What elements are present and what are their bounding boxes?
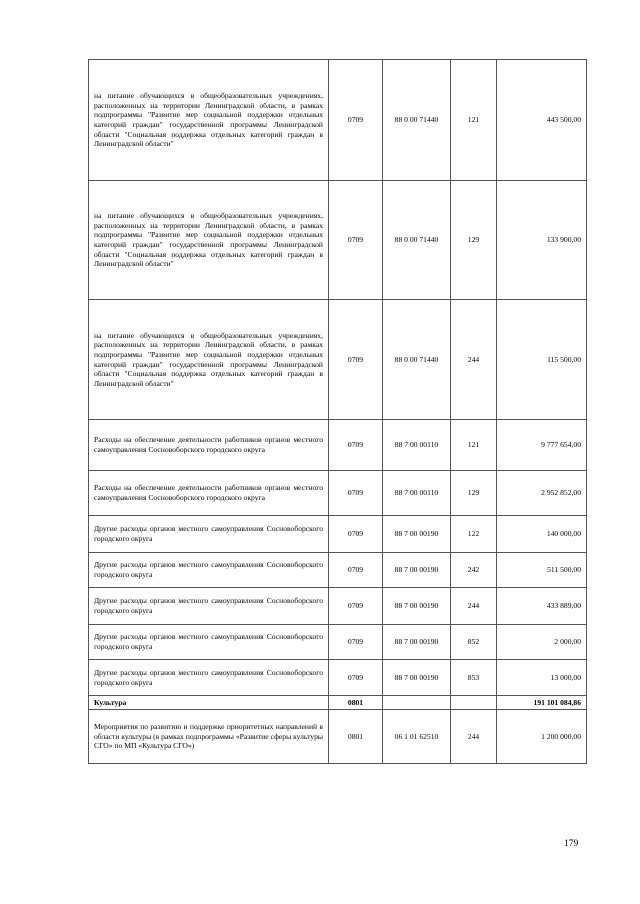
- row-expense-type: 122: [451, 516, 497, 553]
- row-target-article: 06 1 01 62510: [383, 710, 451, 764]
- page-number: 179: [564, 839, 579, 849]
- row-expense-type: 121: [451, 60, 497, 181]
- row-section-code: 0709: [329, 181, 383, 300]
- row-amount: 2 000,00: [497, 625, 587, 660]
- row-amount: 140 000,00: [497, 516, 587, 553]
- table-row: [89, 588, 587, 625]
- row-target-article: 88 7 00 00190: [383, 588, 451, 625]
- table-row: [89, 60, 587, 181]
- row-target-article: 88 7 00 00190: [383, 660, 451, 696]
- row-section-code: 0709: [329, 625, 383, 660]
- row-description: на питание обучающихся в общеобразовательных учреждениях, расположенных на территории Ленинградской области, в рамках подпрограммы "Развитие мер социальной поддержки отдельных категорий граждан" государственной программы Ленинградской области "Социальная поддержка отдельных категорий граждан в Ленинградской области": [89, 60, 329, 181]
- row-expense-type: 244: [451, 588, 497, 625]
- row-target-article: 88 0 00 71440: [383, 300, 451, 420]
- row-expense-type: 853: [451, 660, 497, 696]
- table-row: [89, 710, 587, 764]
- row-description: Мероприятия по развитию и поддержке приоритетных направлений в области культуры (в рамках подпрограммы «Развитие сферы культуры СГО» по МП «Культура СГО»): [89, 710, 329, 764]
- row-amount: 433 889,00: [497, 588, 587, 625]
- row-description: Расходы на обеспечение деятельности работников органов местного самоуправления Сосновоборского городского округа: [89, 471, 329, 516]
- table-row: [89, 516, 587, 553]
- row-section-code: 0709: [329, 660, 383, 696]
- row-amount: 1 200 000,00: [497, 710, 587, 764]
- row-target-article: 88 0 00 71440: [383, 60, 451, 181]
- row-description: Расходы на обеспечение деятельности работников органов местного самоуправления Сосновоборского городского округа: [89, 420, 329, 471]
- table-row: [89, 660, 587, 696]
- row-expense-type: 129: [451, 181, 497, 300]
- row-description: Другие расходы органов местного самоуправления Сосновоборского городского округа: [89, 625, 329, 660]
- row-description: Другие расходы органов местного самоуправления Сосновоборского городского округа: [89, 516, 329, 553]
- row-section-code: 0709: [329, 300, 383, 420]
- row-expense-type: 242: [451, 553, 497, 588]
- row-target-article: 88 7 00 00110: [383, 420, 451, 471]
- row-section-code: 0709: [329, 420, 383, 471]
- row-expense-type: 129: [451, 471, 497, 516]
- table-row: [89, 181, 587, 300]
- row-amount: 9 777 654,00: [497, 420, 587, 471]
- row-section-code: 0801: [329, 710, 383, 764]
- row-description: Другие расходы органов местного самоуправления Сосновоборского городского округа: [89, 553, 329, 588]
- row-target-article: 88 7 00 00190: [383, 516, 451, 553]
- row-amount: 511 500,00: [497, 553, 587, 588]
- table-row: [89, 553, 587, 588]
- row-description: Другие расходы органов местного самоуправления Сосновоборского городского округа: [89, 660, 329, 696]
- row-target-article: 88 7 00 00190: [383, 553, 451, 588]
- row-description: на питание обучающихся в общеобразовательных учреждениях, расположенных на территории Ленинградской области, в рамках подпрограммы "Развитие мер социальной поддержки отдельных категорий граждан" государственной программы Ленинградской области "Социальная поддержка отдельных категорий граждан в Ленинградской области": [89, 300, 329, 420]
- row-expense-type: 244: [451, 710, 497, 764]
- row-section-code: 0709: [329, 588, 383, 625]
- row-section-code: 0709: [329, 471, 383, 516]
- row-target-article: [383, 696, 451, 710]
- row-target-article: 88 7 00 00190: [383, 625, 451, 660]
- table-row: [89, 300, 587, 420]
- row-description: Другие расходы органов местного самоуправления Сосновоборского городского округа: [89, 588, 329, 625]
- row-target-article: 88 7 00 00110: [383, 471, 451, 516]
- row-amount: 191 101 084,86: [497, 696, 587, 710]
- table-row: [89, 420, 587, 471]
- row-expense-type: 121: [451, 420, 497, 471]
- row-section-code: 0709: [329, 516, 383, 553]
- row-description: Культура: [89, 696, 329, 710]
- row-amount: 13 000,00: [497, 660, 587, 696]
- row-expense-type: 852: [451, 625, 497, 660]
- row-amount: 2 952 852,00: [497, 471, 587, 516]
- table-row: [89, 625, 587, 660]
- row-section-code: 0709: [329, 553, 383, 588]
- row-amount: 115 500,00: [497, 300, 587, 420]
- row-section-code: 0801: [329, 696, 383, 710]
- row-description: на питание обучающихся в общеобразовательных учреждениях, расположенных на территории Ленинградской области, в рамках подпрограммы "Развитие мер социальной поддержки отдельных категорий граждан" государственной программы Ленинградской области "Социальная поддержка отдельных категорий граждан в Ленинградской области": [89, 181, 329, 300]
- row-section-code: 0709: [329, 60, 383, 181]
- row-amount: 443 500,00: [497, 60, 587, 181]
- budget-table-body: [89, 60, 587, 764]
- row-amount: 133 900,00: [497, 181, 587, 300]
- table-row: [89, 471, 587, 516]
- budget-table: [88, 59, 587, 764]
- table-row: [89, 696, 587, 710]
- row-target-article: 88 0 00 71440: [383, 181, 451, 300]
- row-expense-type: 244: [451, 300, 497, 420]
- row-expense-type: [451, 696, 497, 710]
